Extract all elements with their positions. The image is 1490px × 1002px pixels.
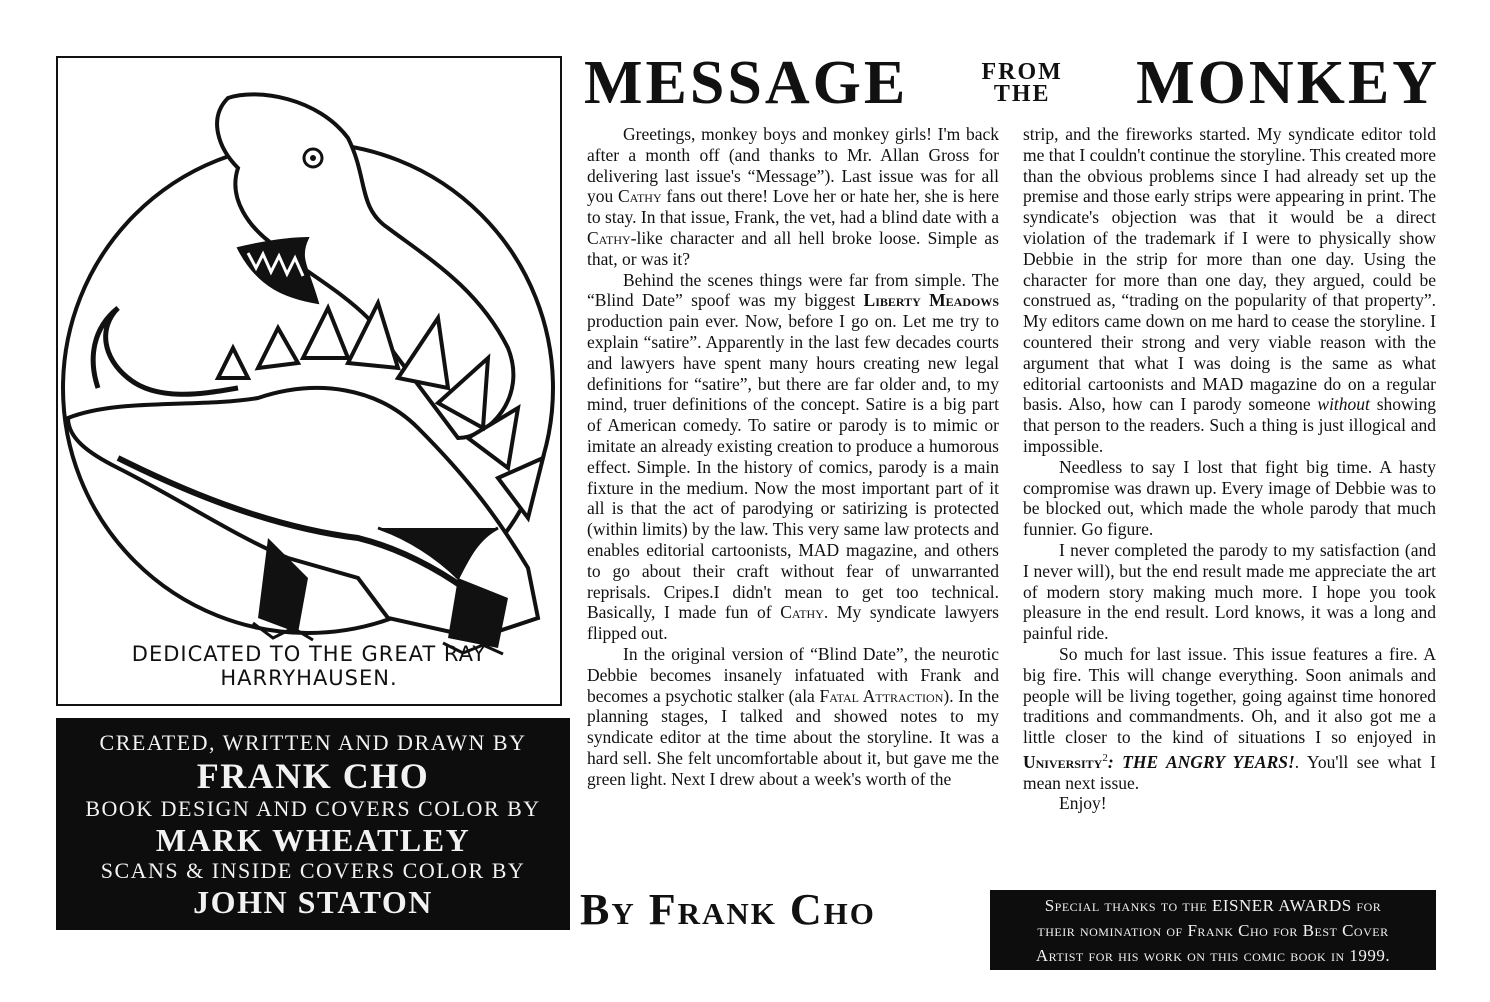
title-message: MESSAGE — [584, 49, 909, 117]
credit-name-frank-cho: FRANK CHO — [196, 756, 430, 796]
dedication-caption: DEDICATED TO THE GREAT RAY HARRYHAUSEN. — [131, 642, 487, 690]
article-paragraph: Needless to say I lost that fight big time. A hasty compromise was drawn up. Every image of Debbie was to be blocked out, which made the whole parody that much funnier. Go figure. — [1023, 456, 1436, 540]
credit-name-john-staton: JOHN STATON — [193, 884, 433, 920]
illustration-panel — [56, 56, 562, 706]
article-paragraph: I never completed the parody to my satisfaction (and I never will), but the end result made me appreciate the art of modern story making much more. I hope you took pleasure in the end result. Lord knows, it was a long and painful ride. — [1023, 539, 1436, 644]
credit-name-mark-wheatley: MARK WHEATLEY — [155, 822, 471, 858]
article-paragraph: Greetings, monkey boys and monkey girls! I'm back after a month off (and thanks to Mr. Allan Gross for delivering last issue's “Message”). Last issue was for all you Cathy fans out there! Love her or hate her, she is here to stay. In that issue, Frank, the vet, had a blind date with a Cathy-like character and all hell broke loose. Simple as that, or was it? — [587, 124, 999, 269]
title-from: FROM — [981, 59, 1063, 85]
title-from-the — [982, 61, 1063, 105]
thanks-line-3: Artist for his work on this comic book in 1999. — [1035, 946, 1391, 965]
article-column-1 — [587, 124, 999, 790]
credit-line-created: CREATED, WRITTEN AND DRAWN BY — [99, 730, 527, 755]
article-column-2 — [1023, 124, 1436, 814]
article-paragraph: Enjoy! — [1059, 793, 1107, 814]
credits-box — [56, 718, 570, 930]
title-monkey: MONKEY — [1136, 49, 1440, 117]
byline: By Frank Cho — [580, 885, 876, 934]
article-paragraph: strip, and the fireworks started. My syndicate editor told me that I couldn't continue the storyline. This created more than the obvious problems since I had already set up the premise and those early strips were appearing in print. The syndicate's objection was that it would be a direct violation of the trademark if I were to physically show Debbie in the strip for more than one day. Using the character for more than one day, they argued, could be construed as, “trading on the popularity of that property”. My editors came down on me hard to cease the storyline. I countered their strong and very viable reason with the argument that what I was doing is the same as what editorial cartoonists and MAD magazine do on a regular basis. Also, how can I parody someone without showing that person to the readers. Such a thing is just illogical and impossible. — [1023, 124, 1436, 456]
thanks-line-2: their nomination of Frank Cho for Best Cover — [1037, 921, 1389, 940]
page-title — [584, 48, 1440, 118]
article-paragraph: In the original version of “Blind Date”, the neurotic Debbie becomes insanely infatuated with Frank and becomes a psychotic stalker (ala Fatal Attraction). In the planning stages, I talked and showed notes to my syndicate editor at the time about the storyline. It was a hard sell. She felt uncomfortable about it, but gave me the green light. Next I drew about a week's worth of the — [587, 643, 999, 789]
credit-line-scans: SCANS & INSIDE COVERS COLOR BY — [100, 858, 526, 883]
title-the: THE — [993, 81, 1051, 107]
article-paragraph: Behind the scenes things were far from simple. The “Blind Date” spoof was my biggest Liberty Meadows production pain ever. Now, before I go on. Let me try to explain “satire”. Apparently in the last few decades courts and lawyers have spent many hours creating new legal definitions for “satire”, but there are far older and, to my mind, truer definitions of the concept. Satire is a big part of American comedy. To satire or parody is to mimic or imitate an already existing creation to produce a humorous effect. Simple. In the history of comics, parody is a main fixture in the medium. Now the most important part of it all is that the act of parodying or satirizing is protected (within limits) by the law. This very same law protects and enables editorial cartoonists, MAD magazine, and others to go about their craft without fear of unwarranted reprisals. Cripes.I didn't mean to get too technical. Basically, I made fun of Cathy. My syndicate lawyers flipped out. — [587, 269, 999, 644]
credit-line-design: BOOK DESIGN AND COVERS COLOR BY — [85, 796, 541, 821]
article-paragraph: So much for last issue. This issue features a fire. A big fire. This will change everything. Soon animals and people will be living together, going against time honored traditions and commandments. Oh, and it also got me a little closer to the kind of situations I so enjoyed in University$^2$: THE ANGRY YEARS!. You'll see what I mean next issue. — [1023, 643, 1436, 793]
thanks-box — [990, 890, 1436, 970]
thanks-line-1: Special thanks to the EISNER AWARDS for — [1044, 896, 1382, 915]
dinosaur-illustration — [58, 58, 562, 706]
